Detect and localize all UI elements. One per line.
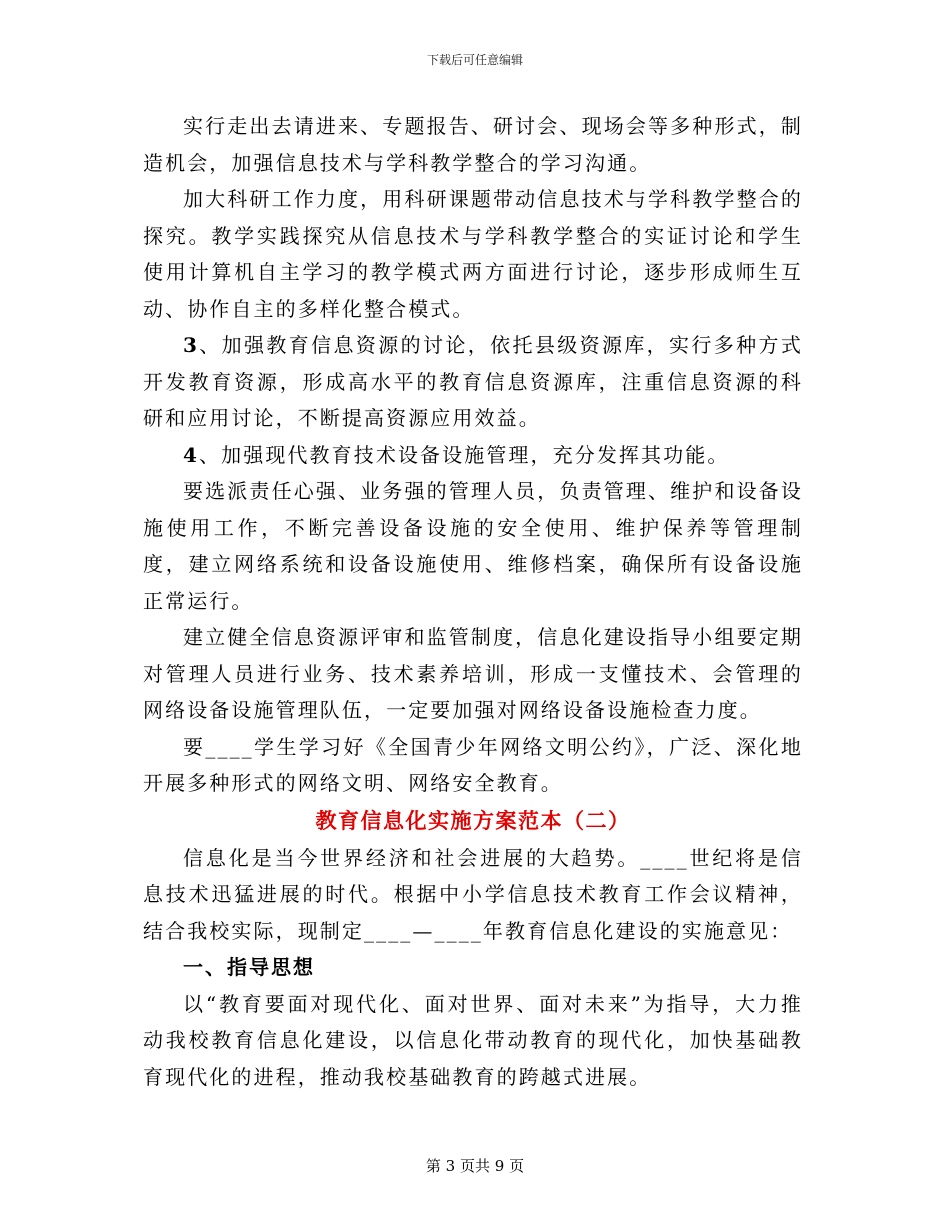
item-3-number: 3 [183,333,200,357]
paragraph-intro: 信息化是当今世界经济和社会进展的大趋势。____世纪将是信息技术迅猛进展的时代。根据中小学信息技术教育工作会议精神，结合我校实际，现制定____—____年教育信息化建设的实施意见： [143,845,803,943]
paragraph-outreach: 实行走出去请进来、专题报告、研讨会、现场会等多种形式，制造机会，加强信息技术与学科教学整合的学习沟通。 [143,114,803,175]
item-3-text: 、加强教育信息资源的讨论，依托县级资源库，实行多种方式开发教育资源，形成高水平的教育信息资源库，注重信息资源的科研和应用讨论，不断提高资源应用效益。 [143,333,803,430]
page-footer: 第 3 页共 9 页 [425,1157,525,1175]
paragraph-guide: 以“教育要面对现代化、面对世界、面对未来”为指导，大力推动我校教育信息化建设，以信息化带动教育的现代化，加快基础教育现代化的进程，推动我校基础教育的跨越式进展。 [143,991,803,1089]
paragraph-item-4 [143,437,803,474]
paragraph-supervision: 建立健全信息资源评审和监管制度，信息化建设指导小组要定期对管理人员进行业务、技术素养培训，形成一支懂技术、会管理的网络设备设施管理队伍，一定要加强对网络设备设施检查力度。 [143,625,803,722]
item-4-text: 、加强现代教育技术设备设施管理，充分发挥其功能。 [199,442,730,467]
document-body [143,108,803,1095]
paragraph-item-3 [143,327,803,437]
item-4-number: 4 [183,442,200,467]
section-title: 教育信息化实施方案范本（二） [315,807,631,833]
page-header: 下载后可任意编辑 [426,53,523,67]
guide-heading: 一、指导思想 [183,955,315,979]
paragraph-network-civility: 要____学生学习好《全国青少年网络文明公约》，广泛、深化地开展多种形式的网络文明、网络安全教育。 [143,734,803,795]
paragraph-staffing: 要选派责任心强、业务强的管理人员，负责管理、维护和设备设施使用工作，不断完善设备设施的安全使用、维护保养等管理制度，建立网络系统和设备设施使用、维修档案，确保所有设备设施正常运行。 [143,479,803,613]
paragraph-research: 加大科研工作力度，用科研课题带动信息技术与学科教学整合的探究。教学实践探究从信息技术与学科教学整合的实证讨论和学生使用计算机自主学习的教学模式两方面进行讨论，逐步形成师生互动、协作自主的多样化整合模式。 [143,187,803,321]
